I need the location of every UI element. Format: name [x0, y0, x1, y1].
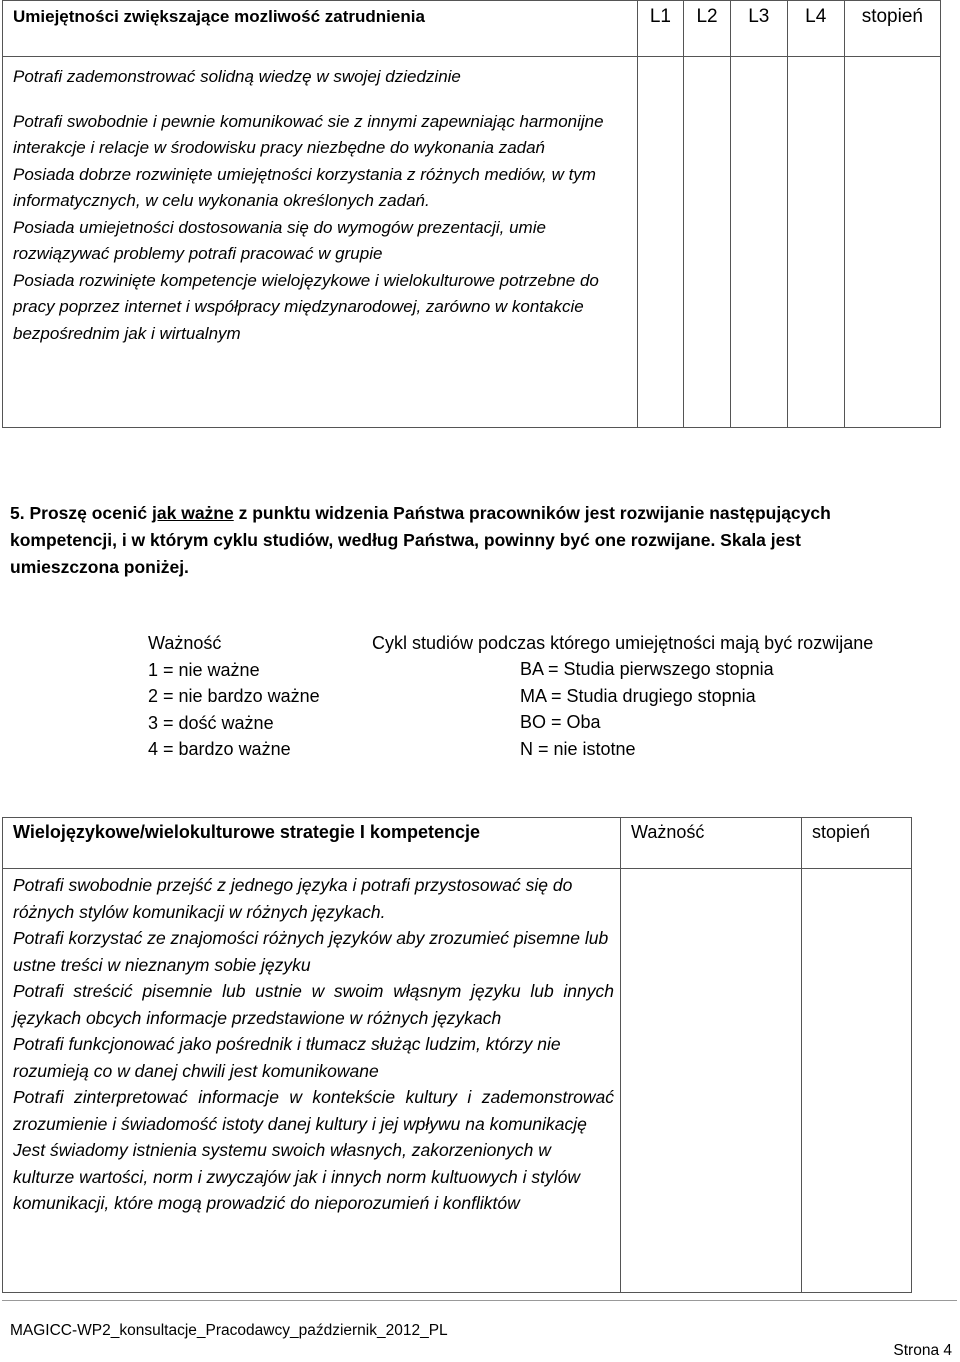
table2-title: Wielojęzykowe/wielokulturowe strategie I kompetencje [3, 818, 621, 869]
level-l4-header: L4 [787, 1, 844, 57]
cycle-scale [520, 656, 774, 762]
skill-item: Potrafi zademonstrować solidną wiedzę w swojej dziedzinie [13, 67, 461, 86]
cycle-option: MA = Studia drugiego stopnia [520, 685, 756, 706]
level-l2-header: L2 [684, 1, 731, 57]
level-l2-cell[interactable] [684, 57, 731, 428]
competence-item: Potrafi funkcjonować jako pośrednik i tłumacz służąc ludzim, którzy nie rozumieją co w danej chwili jest komunikowane [13, 1034, 561, 1081]
importance-option: 3 = dość ważne [148, 712, 274, 733]
cycle-option: BA = Studia pierwszego stopnia [520, 659, 774, 679]
level-l3-header: L3 [730, 1, 787, 57]
footer-document-name: MAGICC-WP2_konsultacje_Pracodawcy_październik_2012_PL [10, 1322, 448, 1339]
degree-header: stopień [802, 818, 912, 869]
table1-items [3, 57, 638, 428]
page-number: Strona 4 [893, 1342, 952, 1359]
competence-item: Potrafi swobodnie przejść z jednego języka i potrafi przystosować się do różnych stylów komunikacji w różnych językach. [13, 875, 573, 922]
question-5-emphasis: jak ważne [152, 503, 234, 523]
degree-header: stopień [844, 1, 940, 57]
skill-item: Posiada dobrze rozwinięte umiejętności korzystania z różnych mediów, w tym informatycznych, w celu wykonania określonych zadań. [13, 164, 596, 210]
question-5 [10, 500, 910, 581]
level-l4-cell[interactable] [787, 57, 844, 428]
question-5-text: 5. Proszę ocenić [10, 503, 153, 523]
employability-skills-table [2, 0, 941, 428]
footer-divider [2, 1300, 957, 1301]
competence-item: Potrafi streścić pisemnie lub ustnie w swoim włąsnym języku lub innych językach obcych informacje przedstawione w różnych językach [13, 981, 614, 1028]
importance-header: Ważność [621, 818, 802, 869]
level-l1-header: L1 [637, 1, 684, 57]
level-l3-cell[interactable] [730, 57, 787, 428]
importance-cell[interactable] [621, 869, 802, 1293]
table2-items [3, 869, 621, 1293]
multilingual-competences-table [2, 817, 912, 1293]
level-l1-cell[interactable] [637, 57, 684, 428]
degree-cell[interactable] [844, 57, 940, 428]
importance-option: 4 = bardzo ważne [148, 739, 291, 759]
table1-title: Umiejętności zwiększające mozliwość zatrudnienia [3, 1, 638, 57]
skill-item: Posiada rozwinięte kompetencje wielojęzykowe i wielokulturowe potrzebne do pracy poprzez internet i współpracy międzynarodowej, zarówno w kontakcie bezpośrednim jak i wirtualnym [13, 270, 599, 343]
cycle-scale-title: Cykl studiów podczas którego umiejętności mają być rozwijane [372, 633, 874, 653]
competence-item: Jest świadomy istnienia systemu swoich własnych, zakorzenionych w kulturze wartości, norm i zwyczajów jak i innych norm kultuowych i stylów komunikacji, które mogą prowadzić do nieporozumień i konfliktów [13, 1140, 580, 1213]
importance-scale [148, 630, 320, 763]
cycle-option: BO = Oba [520, 712, 601, 732]
importance-option: 1 = nie ważne [148, 659, 260, 680]
competence-item: Potrafi korzystać ze znajomości różnych języków aby zrozumieć pisemne lub ustne treści w nieznanym sobie języku [13, 928, 609, 975]
skill-item: Posiada umiejetności dostosowania się do wymogów prezentacji, umie rozwiązywać problemy potrafi pracować w grupie [13, 217, 546, 263]
degree-cell[interactable] [802, 869, 912, 1293]
cycle-option: N = nie istotne [520, 738, 636, 759]
competence-item: Potrafi zinterpretować informacje w kontekście kultury i zademonstrować zrozumienie i świadomość istoty danej kultury i jej wpływu na komunikację [13, 1087, 614, 1134]
skill-item: Potrafi swobodnie i pewnie komunikować sie z innymi zapewniając harmonijne interakcje i relacje w środowisku pracy niezbędne do wykonania zadań [13, 111, 604, 157]
question-5-text-rest: z punktu widzenia Państwa pracowników jest rozwijanie następujących kompetencji, i w którym cyklu studiów, według Państwa, powinny być one rozwijane. Skala jest umieszczona poniżej. [10, 503, 831, 577]
importance-scale-title: Ważność [148, 633, 222, 653]
importance-option: 2 = nie bardzo ważne [148, 686, 320, 706]
